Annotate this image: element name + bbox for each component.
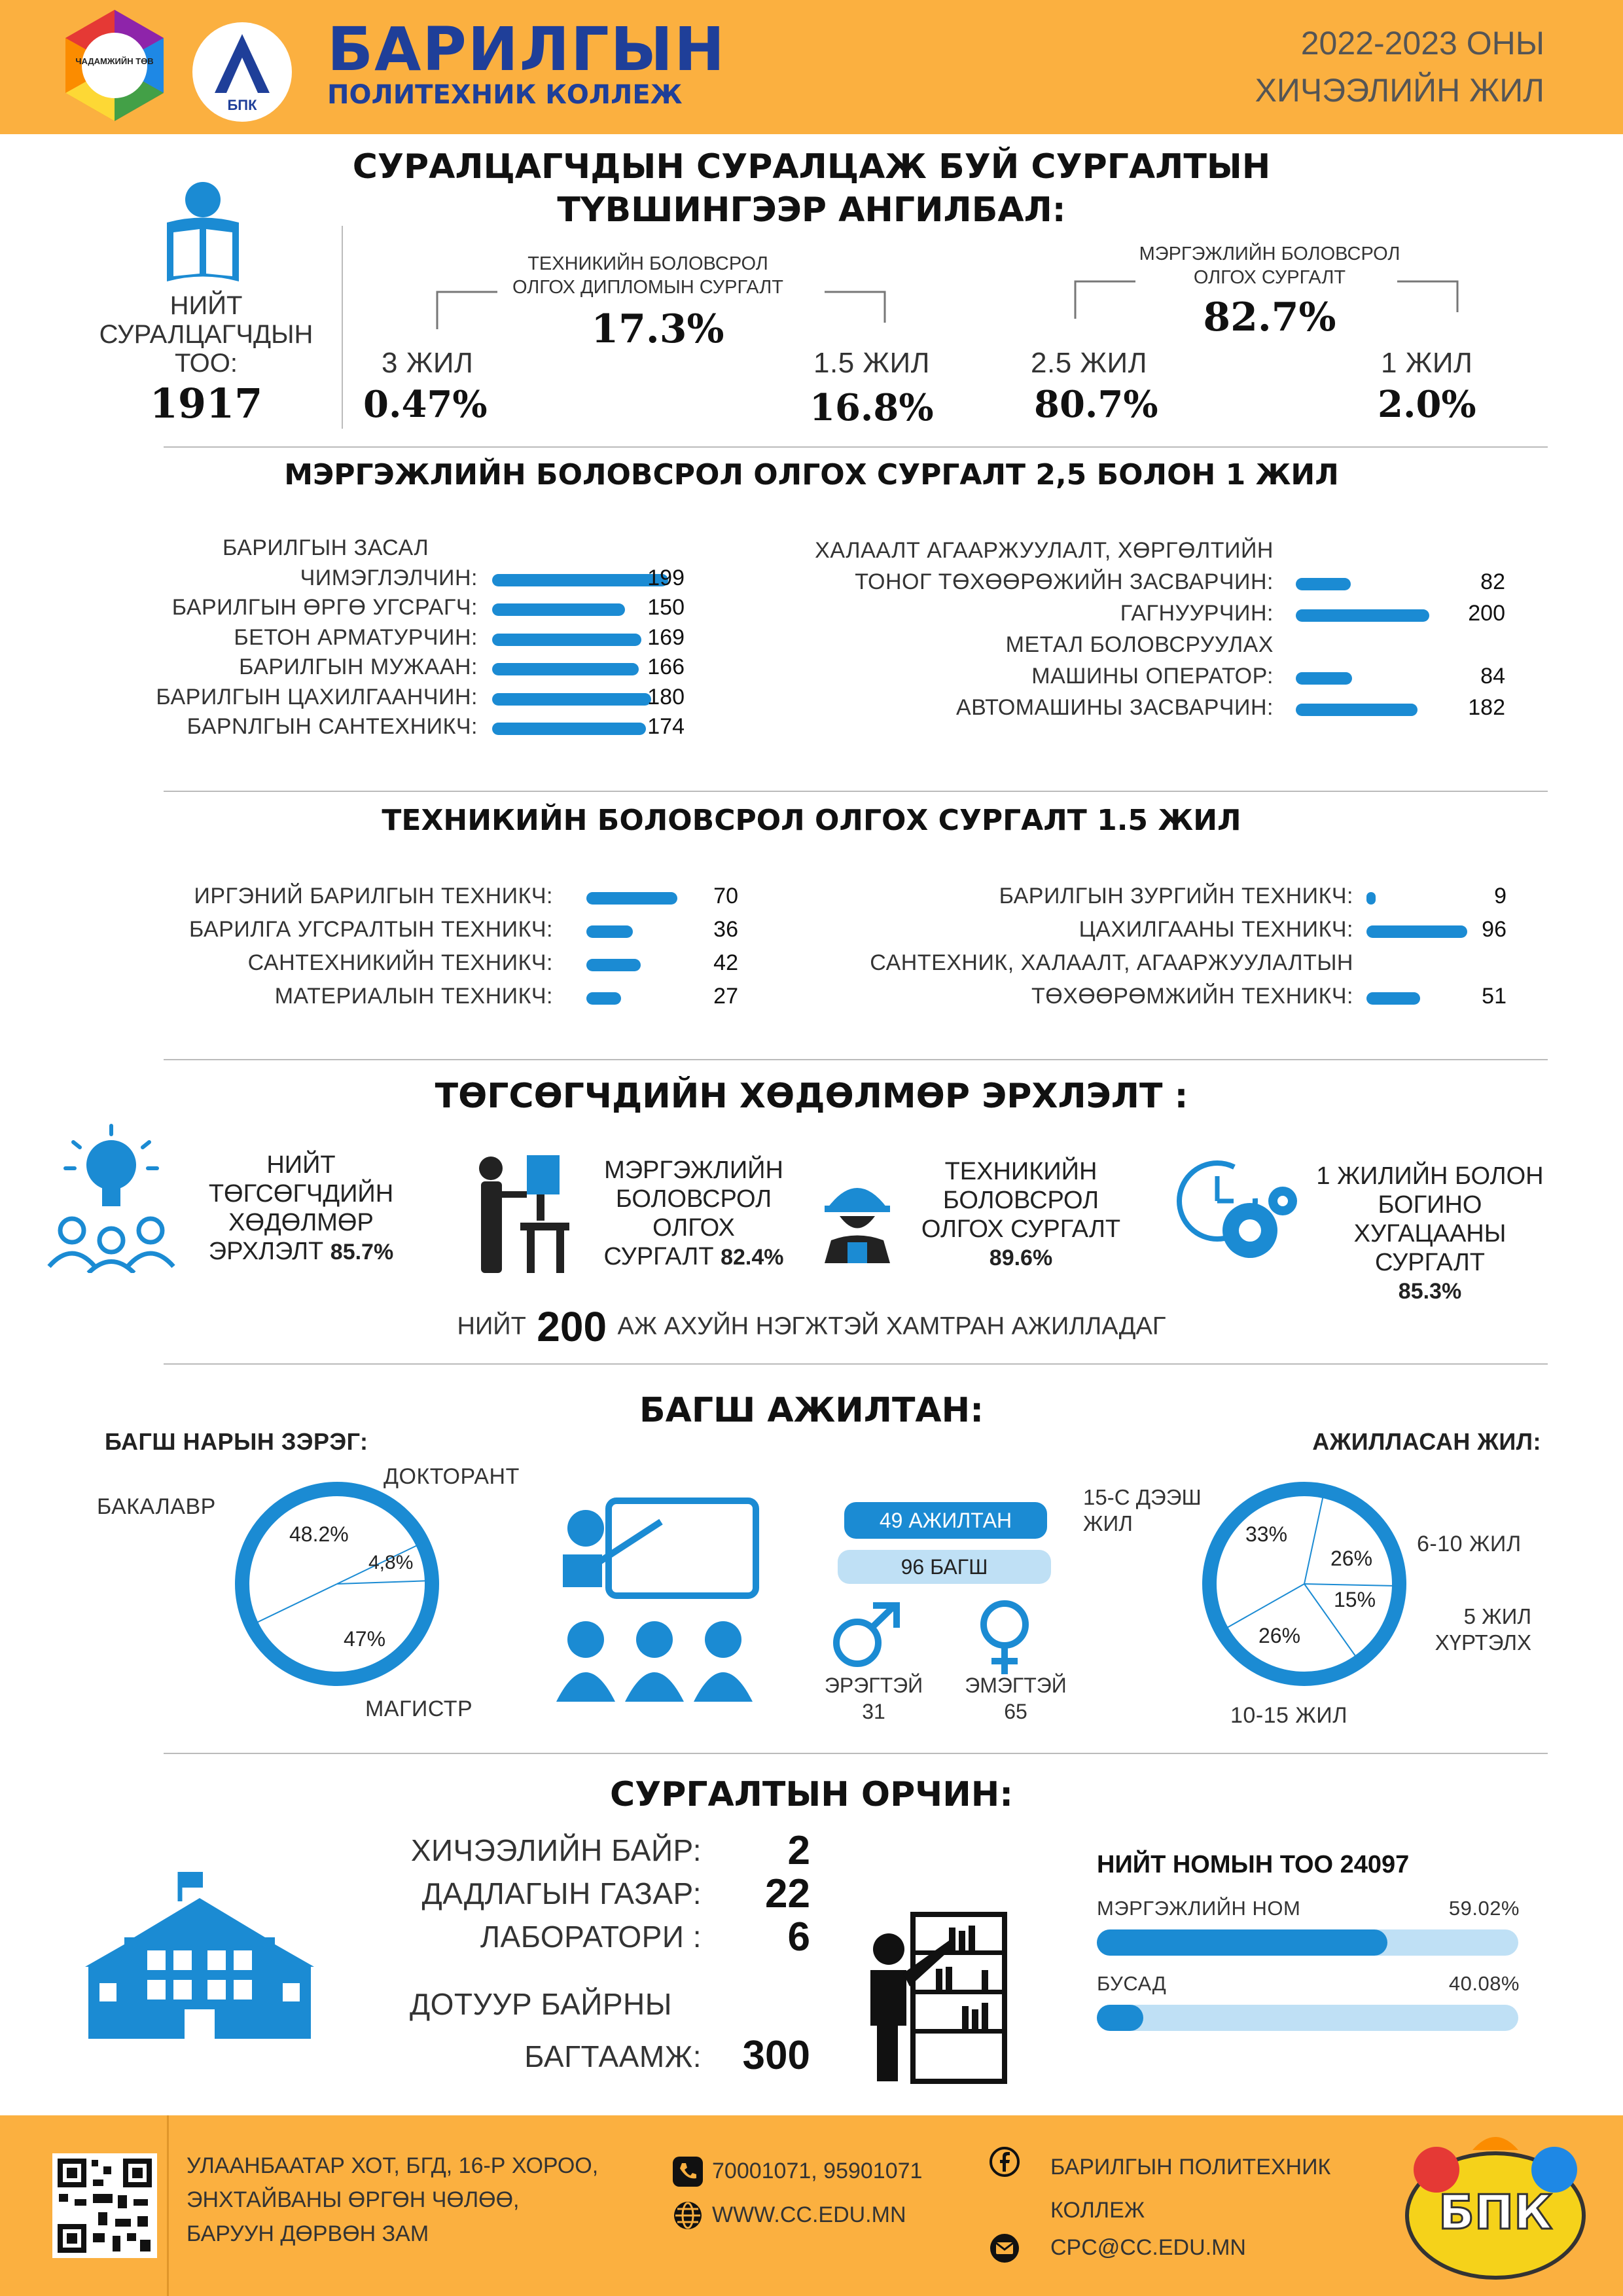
bar-pre-label: ХАЛААЛТ АГААРЖУУЛАЛТ, ХӨРГӨЛТИЙН — [815, 538, 1274, 563]
teacher-board-icon — [556, 1496, 759, 1705]
qr-code-icon — [52, 2153, 157, 2258]
book-bar-label: МЭРГЭЖЛИЙН НОМ — [1097, 1897, 1301, 1920]
divider-1 — [164, 446, 1548, 448]
bar-label: БЕТОН АРМАТУРЧИН: — [234, 624, 478, 650]
female-value: 65 — [1004, 1700, 1027, 1723]
bar-value: 36 — [713, 917, 738, 942]
degree-label-master: МАГИСТР — [365, 1696, 473, 1721]
years-value-10-15: 26% — [1258, 1624, 1301, 1647]
bar-fill — [1366, 925, 1467, 938]
employment-item4-l2: БОГИНО ХУГАЦААНЫ — [1353, 1191, 1507, 1247]
book-bar-track — [1097, 2005, 1518, 2031]
degree-label-doctor: ДОКТОРАНТ — [383, 1464, 520, 1489]
bar-fill — [1296, 704, 1418, 716]
employment-item1-l3: ХӨДӨЛМӨР — [228, 1209, 374, 1236]
years-title: АЖИЛЛАСАН ЖИЛ: — [1312, 1428, 1541, 1455]
years-value-6-10: 26% — [1330, 1547, 1373, 1570]
section3-title: ТЕХНИКИЙН БОЛОВСРОЛ ОЛГОХ СУРГАЛТ 1.5 ЖИЛ — [382, 804, 1241, 837]
employment-item2-value: 82.4% — [721, 1245, 784, 1270]
bar-fill — [1296, 609, 1429, 622]
worker-drill-icon — [465, 1145, 576, 1276]
section1-title-line2: ТҮВШИНГЭЭР АНГИЛБАЛ: — [557, 190, 1066, 230]
total-students-label3: ТОО: — [175, 349, 238, 378]
college-mascot-logo — [1400, 2124, 1590, 2287]
bar-fill — [1366, 892, 1376, 905]
academic-year-line1: 2022-2023 ОНЫ — [1300, 25, 1544, 62]
bar-value: 150 — [647, 595, 685, 620]
bar-label: БАРИЛГЫН МУЖААН: — [239, 655, 478, 679]
total-students — [72, 291, 340, 430]
partners-pre: НИЙТ — [457, 1312, 526, 1340]
address-line1: УЛААНБААТАР ХОТ, БГД, 16-Р ХОРОО, — [187, 2153, 599, 2178]
college-name-line2: ПОЛИТЕХНИК КОЛЛЕЖ — [327, 80, 683, 110]
bar-fill — [1296, 578, 1351, 590]
employment-item3-l3: ОЛГОХ СУРГАЛТ — [921, 1215, 1121, 1243]
year15-value: 16.8% — [810, 386, 934, 429]
bar-label: АВТОМАШИНЫ ЗАСВАРЧИН: — [956, 695, 1274, 720]
bpk-logo — [190, 20, 294, 124]
employment-item2-l1: МЭРГЭЖЛИЙН — [604, 1157, 783, 1184]
bar-label: БАРИЛГЫН ЦАХИЛГААНЧИН: — [156, 684, 478, 709]
years-label-5 — [1407, 1604, 1531, 1656]
year15-label: 1.5 ЖИЛ — [813, 347, 931, 379]
clock-gears-icon — [1171, 1155, 1302, 1273]
bar-fill — [1296, 672, 1352, 685]
college-name — [327, 14, 726, 110]
vocational-label1: МЭРГЭЖЛИЙН БОЛОВСРОЛ — [1139, 243, 1400, 264]
footer-phone[interactable]: 70001071, 95901071 — [712, 2159, 923, 2183]
employment-item3-l1: ТЕХНИКИЙН — [944, 1158, 1097, 1185]
bar-fill — [492, 663, 639, 675]
idea-people-icon — [39, 1122, 183, 1273]
footer-email[interactable]: CPC@CC.EDU.MN — [1050, 2235, 1246, 2260]
bar-fill — [492, 693, 651, 706]
partners-line — [0, 1302, 1623, 1351]
bar-label: САНТЕХНИКИЙН ТЕХНИКЧ: — [247, 950, 553, 975]
bar-pre-label: БАРИЛГЫН ЗАСАЛ — [223, 535, 429, 560]
vocational-label2: ОЛГОХ СУРГАЛТ — [1193, 267, 1346, 288]
environment-label: ХИЧЭЭЛИЙН БАЙР: — [410, 1833, 702, 1867]
facebook-line1: БАРИЛГЫН ПОЛИТЕХНИК — [1050, 2155, 1331, 2179]
bar-value: 182 — [1468, 695, 1505, 720]
divider-3 — [164, 1059, 1548, 1060]
footer-facebook[interactable] — [1050, 2145, 1330, 2232]
degree-value-bachelor: 48.2% — [289, 1522, 349, 1546]
chadamj-logo-text: ЧАДАМЖИЙН ТӨВ — [75, 56, 154, 66]
bar-fill — [1366, 992, 1420, 1005]
facebook-line2: КОЛЛЕЖ — [1050, 2198, 1145, 2223]
bar-label: ИРГЭНИЙ БАРИЛГЫН ТЕХНИКЧ: — [194, 884, 553, 908]
bar-label: ЦАХИЛГААНЫ ТЕХНИКЧ: — [1079, 917, 1353, 942]
years-value-5: 15% — [1334, 1588, 1376, 1611]
male-count — [808, 1672, 939, 1725]
bar-fill — [586, 992, 621, 1005]
partners-post: АЖ АХУЙН НЭГЖТЭЙ ХАМТРАН АЖИЛЛАДАГ — [617, 1312, 1166, 1340]
years-label-15plus-1: 15-С ДЭЭШ — [1083, 1485, 1202, 1509]
book-bar-fill — [1097, 1929, 1387, 1956]
degree-title: БАГШ НАРЫН ЗЭРЭГ: — [105, 1428, 368, 1455]
bpk-logo-text: БПК — [227, 97, 257, 113]
employment-item4-l3: СУРГАЛТ — [1374, 1249, 1486, 1276]
employment-item2-l4: СУРГАЛТ — [603, 1243, 714, 1270]
employment-item2-l3: ОЛГОХ — [652, 1214, 735, 1242]
bar-value: 70 — [713, 884, 738, 908]
email-icon — [990, 2233, 1020, 2263]
employment-item3 — [910, 1157, 1132, 1272]
bar-fill — [586, 925, 633, 938]
years-label-6-10: 6-10 ЖИЛ — [1417, 1532, 1522, 1556]
degree-value-doctor: 4,8% — [368, 1552, 414, 1573]
bar-value: 174 — [647, 714, 685, 739]
environment-value: 2 — [787, 1828, 810, 1873]
bar-pre-label: САНТЕХНИК, ХАЛААЛТ, АГААРЖУУЛАЛТЫН — [870, 950, 1353, 975]
partners-number: 200 — [537, 1303, 607, 1350]
section4-title: ТӨГСӨГЧДИЙН ХӨДӨЛМӨР ЭРХЛЭЛТ : — [435, 1077, 1188, 1116]
bar-value: 82 — [1480, 569, 1505, 594]
bar-value: 9 — [1494, 884, 1507, 908]
environment-label: ЛАБОРАТОРИ : — [480, 1920, 702, 1954]
employment-item1-value: 85.7% — [330, 1240, 394, 1265]
bar-value: 169 — [647, 624, 685, 650]
bar-pre-label: МЕТАЛ БОЛОВСРУУЛАХ — [1005, 632, 1274, 657]
address-line3: БАРУУН ДӨРВӨН ЗАМ — [187, 2221, 429, 2246]
year25-value: 80.7% — [1034, 383, 1158, 426]
dorm-label-2: БАГТААМЖ: — [524, 2039, 702, 2073]
year3-value: 0.47% — [363, 383, 488, 426]
years-pie-chart — [1196, 1476, 1412, 1692]
staff-pill-label: 49 АЖИЛТАН — [879, 1509, 1012, 1532]
college-name-line1: БАРИЛГЫН — [327, 14, 726, 84]
bar-value: 199 — [647, 565, 685, 590]
environment-label: ДАДЛАГЫН ГАЗАР: — [421, 1876, 702, 1910]
bar-label: БАРИЛГЫН ӨРГӨ УГСРАГЧ: — [171, 595, 478, 620]
bar-fill — [492, 603, 625, 616]
total-students-label2: СУРАЛЦАГЧДЫН — [99, 320, 313, 349]
vertical-divider — [342, 226, 343, 429]
employment-item4-l1: 1 ЖИЛИЙН БОЛОН — [1316, 1162, 1544, 1190]
vocational-value: 82.7% — [1203, 295, 1336, 340]
years-value-15plus: 33% — [1245, 1522, 1288, 1546]
total-students-label1: НИЙТ — [169, 291, 243, 320]
year1-value: 2.0% — [1378, 383, 1476, 426]
degree-label-bachelor: БАКАЛАВР — [97, 1494, 216, 1519]
female-label: ЭМЭГТЭЙ — [965, 1674, 1067, 1697]
bar-fill — [492, 634, 641, 646]
book-bar-percent: 59.02% — [1448, 1897, 1520, 1920]
dorm-value: 300 — [742, 2033, 810, 2078]
section2-title: МЭРГЭЖЛИЙН БОЛОВСРОЛ ОЛГОХ СУРГАЛТ 2,5 БОЛОН 1 ЖИЛ — [284, 458, 1339, 492]
staff-pill — [844, 1502, 1047, 1539]
bar-value: 166 — [647, 655, 685, 679]
address-line2: ЭНХТАЙВАНЫ ӨРГӨН ЧӨЛӨӨ, — [187, 2187, 520, 2212]
female-count — [950, 1672, 1081, 1725]
bar-value: 42 — [713, 950, 738, 975]
male-value: 31 — [862, 1700, 885, 1723]
divider-5 — [164, 1753, 1548, 1754]
bar-label: БАРИЛГЫН ЗУРГИЙН ТЕХНИКЧ: — [999, 884, 1353, 908]
library-icon — [851, 1911, 1008, 2085]
tech-diploma-label1: ТЕХНИКИЙН БОЛОВСРОЛ — [527, 253, 768, 274]
environment-value: 6 — [787, 1914, 810, 1960]
section6-title: СУРГАЛТЫН ОРЧИН: — [609, 1775, 1014, 1814]
degree-pie-chart — [229, 1476, 445, 1692]
book-bar-label: БУСАД — [1097, 1972, 1167, 1995]
employment-item3-l2: БОЛОВСРОЛ — [942, 1187, 1099, 1214]
student-reading-icon — [154, 177, 252, 288]
bar-label: БАРИЛГА УГСРАЛТЫН ТЕХНИКЧ: — [188, 917, 553, 942]
total-students-value: 1917 — [149, 380, 263, 427]
bar-value: 96 — [1482, 917, 1507, 942]
mascot-badge-text: БПК — [1438, 2185, 1552, 2240]
employment-item1-l1: НИЙТ — [266, 1151, 336, 1179]
year1-label: 1 ЖИЛ — [1381, 347, 1473, 379]
years-label-15plus-2: ЖИЛ — [1083, 1511, 1133, 1535]
engineer-helmet-icon — [821, 1172, 893, 1263]
employment-item2-l2: БОЛОВСРОЛ — [615, 1185, 772, 1213]
bar-fill — [492, 574, 668, 586]
book-bar-fill — [1097, 2005, 1143, 2031]
academic-year — [1255, 20, 1544, 114]
employment-item1-l2: ТӨГСӨГЧДИЙН — [208, 1180, 394, 1208]
divider-2 — [164, 791, 1548, 792]
employment-item4-value: 85.3% — [1398, 1279, 1462, 1304]
bar-value: 180 — [647, 684, 685, 709]
chadamj-logo — [56, 7, 173, 124]
section5-title: БАГШ АЖИЛТАН: — [639, 1391, 984, 1430]
bar-fill — [586, 959, 641, 971]
bar-value: 27 — [713, 984, 738, 1009]
teacher-pill — [838, 1550, 1051, 1584]
bar-label: БАРNЛГЫН САНТЕХНИКЧ: — [187, 714, 478, 739]
years-label-10-15: 10-15 ЖИЛ — [1230, 1703, 1348, 1728]
bar-label: ЧИМЭГЛЭЛЧИН: — [300, 565, 478, 590]
employment-item1-l4: ЭРХЛЭЛТ — [208, 1238, 324, 1265]
bar-label: МАШИНЫ ОПЕРАТОР: — [1031, 664, 1274, 689]
footer-address — [187, 2149, 598, 2251]
employment-item3-value: 89.6% — [989, 1246, 1053, 1270]
school-building-icon — [85, 1869, 314, 2042]
bar-value: 51 — [1482, 984, 1507, 1009]
books-title: НИЙТ НОМЫН ТОО 24097 — [1097, 1851, 1410, 1878]
bar-fill — [492, 723, 646, 735]
globe-icon — [673, 2200, 703, 2231]
tech-diploma-value: 17.3% — [591, 306, 724, 352]
years-label-15plus — [1083, 1484, 1202, 1537]
bar-label: ТӨХӨӨРӨМЖИЙН ТЕХНИКЧ: — [1031, 984, 1353, 1009]
year25-label: 2.5 ЖИЛ — [1031, 347, 1148, 379]
footer-divider — [167, 2115, 169, 2296]
book-bar-percent: 40.08% — [1448, 1972, 1520, 1995]
bar-value: 200 — [1468, 601, 1505, 626]
year3-label: 3 ЖИЛ — [382, 347, 474, 379]
footer-website[interactable]: WWW.CC.EDU.MN — [712, 2202, 906, 2227]
section1-title-line1: СУРАЛЦАГЧДЫН СУРАЛЦАЖ БУЙ СУРГАЛТЫН — [352, 147, 1271, 187]
phone-icon — [673, 2157, 703, 2187]
environment-value: 22 — [765, 1871, 810, 1916]
academic-year-line2: ХИЧЭЭЛИЙН ЖИЛ — [1255, 72, 1544, 109]
male-symbol-icon — [826, 1600, 904, 1672]
degree-value-master: 47% — [344, 1627, 386, 1651]
facebook-icon — [990, 2147, 1020, 2177]
employment-item4 — [1299, 1162, 1561, 1306]
employment-item2 — [576, 1156, 812, 1272]
divider-4 — [164, 1363, 1548, 1365]
bar-label: ТОНОГ ТӨХӨӨРӨЖИЙН ЗАСВАРЧИН: — [855, 569, 1274, 594]
bar-value: 84 — [1480, 664, 1505, 689]
male-label: ЭРЭГТЭЙ — [824, 1674, 923, 1697]
dorm-label-1: ДОТУУР БАЙРНЫ — [410, 1987, 672, 2021]
bar-label: МАТЕРИАЛЫН ТЕХНИКЧ: — [274, 984, 553, 1009]
bar-fill — [586, 892, 677, 905]
tech-diploma-label2: ОЛГОХ ДИПЛОМЫН СУРГАЛТ — [512, 277, 783, 298]
female-symbol-icon — [975, 1597, 1034, 1676]
years-label-5-1: 5 ЖИЛ — [1463, 1604, 1531, 1628]
teacher-pill-label: 96 БАГШ — [901, 1555, 988, 1579]
employment-item1 — [196, 1151, 406, 1266]
years-label-5-2: ХҮРТЭЛХ — [1435, 1630, 1531, 1655]
bar-label: ГАГНУУРЧИН: — [1120, 601, 1274, 626]
